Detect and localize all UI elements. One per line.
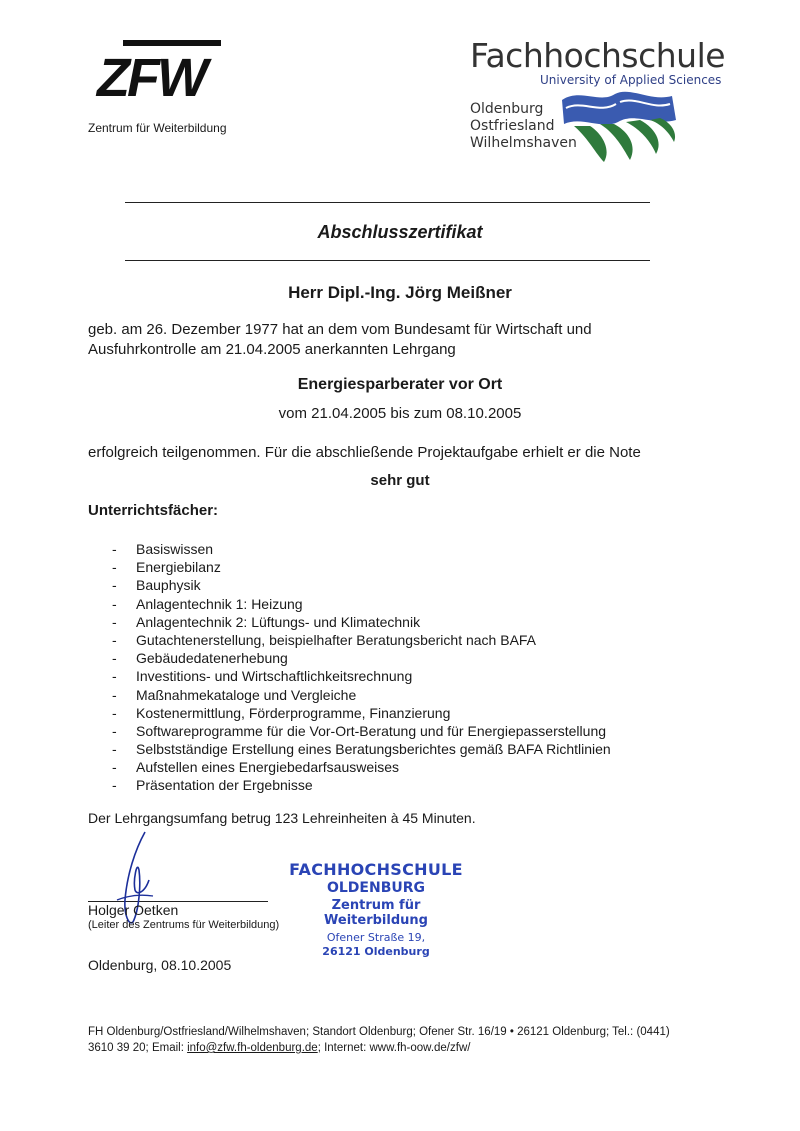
result-line: erfolgreich teilgenommen. Für die abschließende Projektaufgabe erhielt er die Note: [88, 444, 641, 461]
list-item: - Bauphysik: [112, 577, 201, 594]
list-item: - Selbstständige Erstellung eines Beratungsberichtes gemäß BAFA Richtlinien: [112, 741, 611, 758]
course-scope: Der Lehrgangsumfang betrug 123 Lehreinheiten à 45 Minuten.: [88, 810, 476, 826]
subjects-heading: Unterrichtsfächer:: [88, 502, 219, 519]
list-item: - Energiebilanz: [112, 559, 221, 576]
course-dates: vom 21.04.2005 bis zum 08.10.2005: [278, 405, 522, 422]
footer-text-3: ; Internet: www.fh-oow.de/zfw/: [317, 1042, 471, 1054]
course-name: Energiesparberater vor Ort: [297, 376, 503, 393]
list-item: - Basiswissen: [112, 541, 214, 557]
recipient-name: Herr Dipl.-Ing. Jörg Meißner: [288, 283, 512, 302]
fh-location-ostfriesland: Ostfriesland: [470, 118, 555, 134]
title-rule-bottom: [125, 260, 650, 261]
list-item: - Anlagentechnik 1: Heizung: [112, 595, 303, 612]
fh-subtitle: University of Applied Sciences: [540, 73, 722, 87]
zfw-subtitle: Zentrum für Weiterbildung: [88, 121, 227, 135]
stamp-line-3: Zentrum für Weiterbildung: [324, 898, 428, 928]
subjects-list: [112, 540, 611, 795]
signer-name: Holger Oetken: [88, 902, 179, 918]
list-item: - Softwareprogramme für die Vor-Ort-Beratung und für Energiepasserstellung: [112, 722, 607, 739]
fh-wave-logo-icon: [560, 90, 680, 165]
certificate-title: Abschlusszertifikat: [317, 222, 483, 242]
zfw-logo: [95, 38, 225, 108]
fh-location-oldenburg: Oldenburg: [470, 101, 544, 117]
zfw-logo-text: ZFW: [97, 48, 205, 108]
list-item: - Gebäudedatenerhebung: [112, 650, 288, 667]
footer-email-link[interactable]: info@zfw.fh-oldenburg.de: [187, 1042, 318, 1054]
stamp-line-5: 26121 Oldenburg: [322, 945, 430, 958]
footer: [88, 1024, 718, 1056]
fh-location-wilhelmshaven: Wilhelmshaven: [470, 135, 577, 151]
intro-line-1: geb. am 26. Dezember 1977 hat an dem vom Bundesamt für Wirtschaft und: [88, 321, 592, 338]
footer-text-1: FH Oldenburg/Ostfriesland/Wilhelmshaven; Standort Oldenburg; Ofener Str. 16/19 • 26121 Oldenburg; Tel.: (0441): [88, 1026, 670, 1038]
footer-text-2: 3610 39 20; Email:: [88, 1042, 188, 1054]
stamp-line-4: Ofener Straße 19,: [326, 931, 426, 944]
official-stamp: [286, 860, 466, 958]
list-item: - Präsentation der Ergebnisse: [112, 777, 313, 794]
list-item: - Aufstellen eines Energiebedarfsausweises: [112, 759, 400, 776]
place-date: Oldenburg, 08.10.2005: [88, 957, 232, 973]
intro-line-2: Ausfuhrkontrolle am 21.04.2005 anerkannten Lehrgang: [88, 341, 456, 358]
stamp-line-1: FACHHOCHSCHULE: [289, 860, 463, 879]
list-item: - Kostenermittlung, Förderprogramme, Finanzierung: [112, 704, 451, 721]
list-item: - Gutachtenerstellung, beispielhafter Beratungsbericht nach BAFA: [112, 631, 537, 648]
grade: sehr gut: [370, 472, 430, 489]
list-item: - Investitions- und Wirtschaftlichkeitsrechnung: [112, 668, 413, 685]
list-item: - Maßnahmekataloge und Vergleiche: [112, 686, 357, 703]
title-rule-top: [125, 202, 650, 203]
list-item: - Anlagentechnik 2: Lüftungs- und Klimatechnik: [112, 613, 421, 630]
fh-title: Fachhochschule: [470, 36, 726, 75]
stamp-line-2: OLDENBURG: [326, 880, 426, 896]
signer-role: (Leiter des Zentrums für Weiterbildung): [88, 919, 280, 931]
